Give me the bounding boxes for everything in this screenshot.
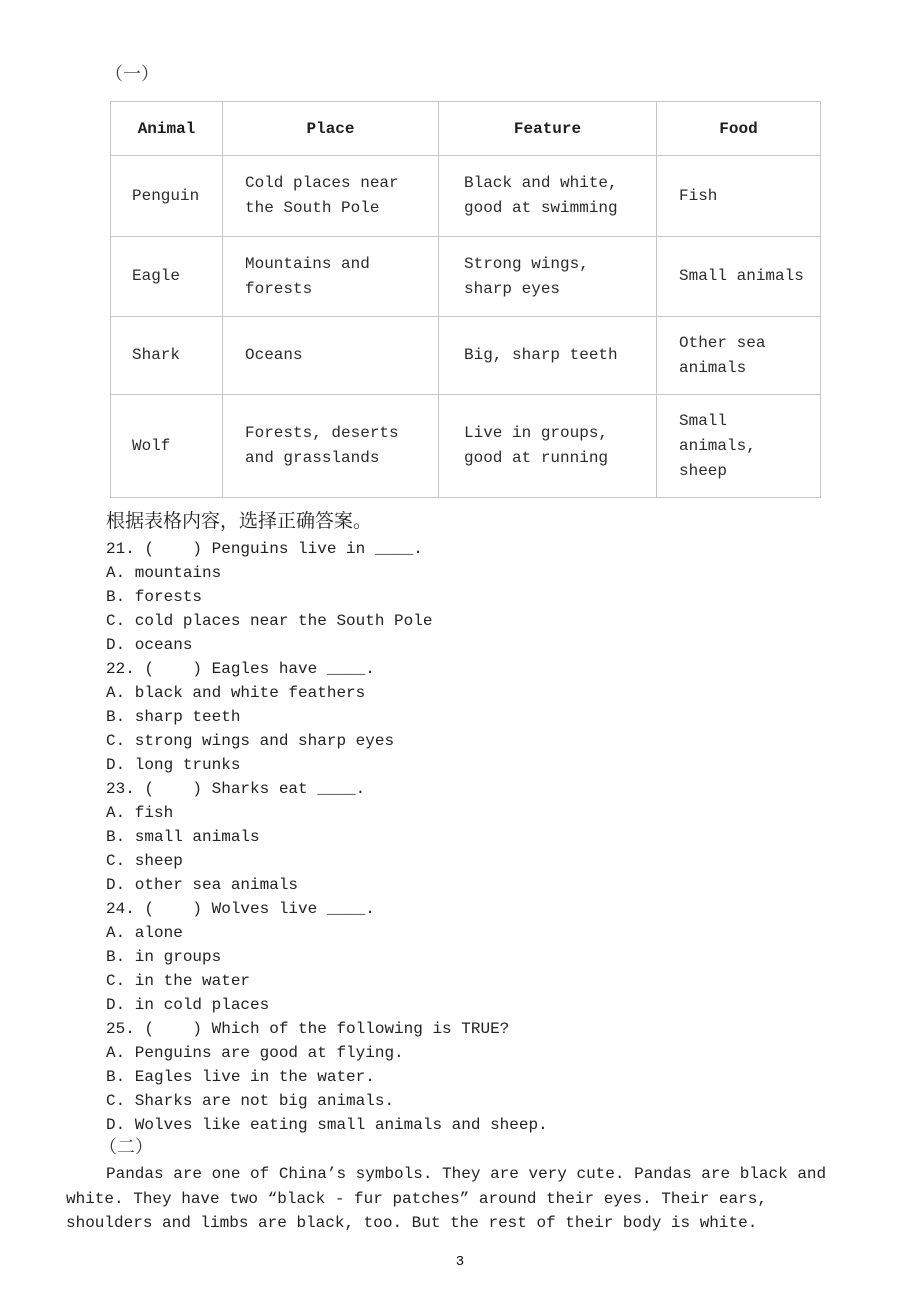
question-24-option-c: C. in the water bbox=[106, 972, 251, 990]
question-21-stem: 21. ( ) Penguins live in ____. bbox=[106, 540, 423, 558]
question-22-option-c: C. strong wings and sharp eyes bbox=[106, 732, 395, 750]
cell-food: Small animals bbox=[657, 237, 821, 317]
cell-animal: Shark bbox=[111, 317, 223, 395]
question-25-option-c: C. Sharks are not big animals. bbox=[106, 1092, 395, 1110]
cell-animal: Wolf bbox=[111, 395, 223, 498]
question-23-option-d: D. other sea animals bbox=[106, 876, 299, 894]
question-24-option-d: D. in cold places bbox=[106, 996, 270, 1014]
cell-food: Small animals, sheep bbox=[657, 395, 821, 498]
question-24-stem: 24. ( ) Wolves live ____. bbox=[106, 900, 375, 918]
header-food: Food bbox=[657, 102, 821, 156]
cell-animal: Eagle bbox=[111, 237, 223, 317]
header-feature: Feature bbox=[439, 102, 657, 156]
section-two-label: （二） bbox=[99, 1139, 153, 1159]
cell-food: Other sea animals bbox=[657, 317, 821, 395]
question-22-stem: 22. ( ) Eagles have ____. bbox=[106, 660, 375, 678]
table-row-penguin bbox=[111, 156, 821, 237]
cell-animal: Penguin bbox=[111, 156, 223, 237]
question-21-option-d: D. oceans bbox=[106, 636, 193, 654]
cell-feature: Live in groups, good at running bbox=[439, 395, 657, 498]
table-row-shark bbox=[111, 317, 821, 395]
cell-place: Forests, deserts and grasslands bbox=[223, 395, 439, 498]
question-22-option-a: A. black and white feathers bbox=[106, 684, 366, 702]
question-22-option-b: B. sharp teeth bbox=[106, 708, 241, 726]
cell-place: Cold places near the South Pole bbox=[223, 156, 439, 237]
cell-feature: Strong wings, sharp eyes bbox=[439, 237, 657, 317]
question-25-option-d: D. Wolves like eating small animals and sheep. bbox=[106, 1116, 548, 1134]
cell-feature: Black and white, good at swimming bbox=[439, 156, 657, 237]
header-place: Place bbox=[223, 102, 439, 156]
cell-feature: Big, sharp teeth bbox=[439, 317, 657, 395]
questions-block bbox=[106, 537, 920, 1137]
question-21-option-a: A. mountains bbox=[106, 564, 222, 582]
question-21-option-b: B. forests bbox=[106, 588, 203, 606]
question-24-option-b: B. in groups bbox=[106, 948, 222, 966]
question-25-option-b: B. Eagles live in the water. bbox=[106, 1068, 375, 1086]
question-24-option-a: A. alone bbox=[106, 924, 183, 942]
question-25-stem: 25. ( ) Which of the following is TRUE? bbox=[106, 1020, 510, 1038]
question-23-option-a: A. fish bbox=[106, 804, 174, 822]
animals-table bbox=[110, 101, 821, 498]
table-row-eagle bbox=[111, 237, 821, 317]
question-22-option-d: D. long trunks bbox=[106, 756, 241, 774]
passage-text: Pandas are one of China’s symbols. They are very cute. Pandas are black and white. They have two “black - fur patches” around their eyes. Their ears, shoulders and limbs are black, too. But the rest of their body is white. bbox=[66, 1165, 827, 1232]
instruction-text: 根据表格内容，选择正确答案。 bbox=[106, 511, 373, 533]
question-23-option-b: B. small animals bbox=[106, 828, 260, 846]
cell-place: Mountains and forests bbox=[223, 237, 439, 317]
question-23-option-c: C. sheep bbox=[106, 852, 183, 870]
table-row-wolf bbox=[111, 395, 821, 498]
question-23-stem: 23. ( ) Sharks eat ____. bbox=[106, 780, 366, 798]
section-one-label: （一） bbox=[105, 66, 159, 86]
question-25-option-a: A. Penguins are good at flying. bbox=[106, 1044, 404, 1062]
cell-food: Fish bbox=[657, 156, 821, 237]
table-header-row bbox=[111, 102, 821, 156]
question-21-option-c: C. cold places near the South Pole bbox=[106, 612, 433, 630]
header-animal: Animal bbox=[111, 102, 223, 156]
page-number: 3 bbox=[455, 1254, 465, 1270]
cell-place: Oceans bbox=[223, 317, 439, 395]
